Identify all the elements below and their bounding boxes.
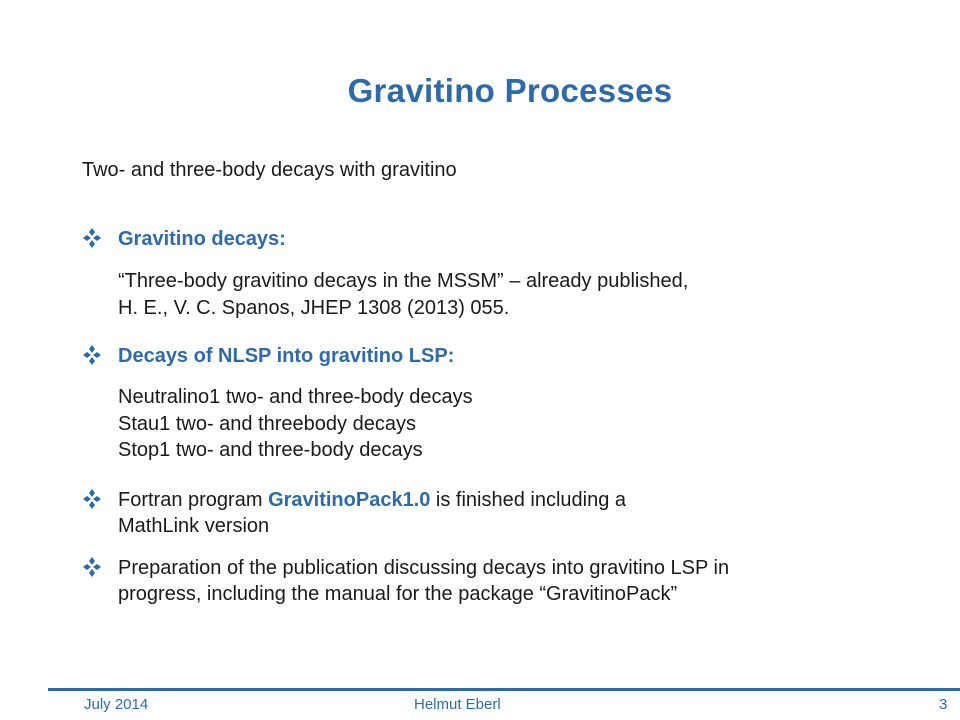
bullet-body — [118, 384, 473, 464]
body-line: “Three-body gravitino decays in the MSSM” – already published, — [118, 270, 689, 292]
bullet-text — [118, 555, 878, 607]
bullet-heading: Gravitino decays: — [118, 228, 286, 250]
bullet-heading: Decays of NLSP into gravitino LSP: — [118, 345, 455, 367]
body-line: Neutralino1 two- and three-body decays — [118, 386, 473, 408]
bullet-text — [118, 487, 878, 539]
text-prefix: Fortran program — [118, 489, 269, 511]
four-diamond-icon — [82, 488, 102, 510]
text-line2: MathLink version — [118, 515, 270, 537]
bullet-body — [118, 268, 688, 321]
program-name: GravitinoPack1.0 — [268, 489, 431, 511]
footer-author: Helmut Eberl — [414, 696, 501, 713]
body-line: Stau1 two- and threebody decays — [118, 412, 416, 435]
four-diamond-icon — [82, 227, 102, 249]
text-suffix: is finished including a — [430, 489, 627, 511]
slide-title: Gravitino Processes — [347, 72, 673, 109]
footer-date: July 2014 — [84, 696, 149, 713]
body-line: H. E., V. C. Spanos, JHEP 1308 (2013) 055. — [118, 296, 510, 319]
slide-subtitle: Two- and three-body decays with gravitino — [82, 159, 457, 181]
four-diamond-icon — [82, 344, 102, 366]
four-diamond-icon — [82, 556, 102, 578]
text-line1: Preparation of the publication discussing decays into gravitino LSP in — [118, 557, 730, 579]
body-line: Stop1 two- and three-body decays — [118, 439, 423, 461]
footer-page-number: 3 — [939, 696, 948, 713]
footer-divider — [48, 688, 960, 691]
text-line2: progress, including the manual for the package “GravitinoPack” — [118, 583, 678, 605]
